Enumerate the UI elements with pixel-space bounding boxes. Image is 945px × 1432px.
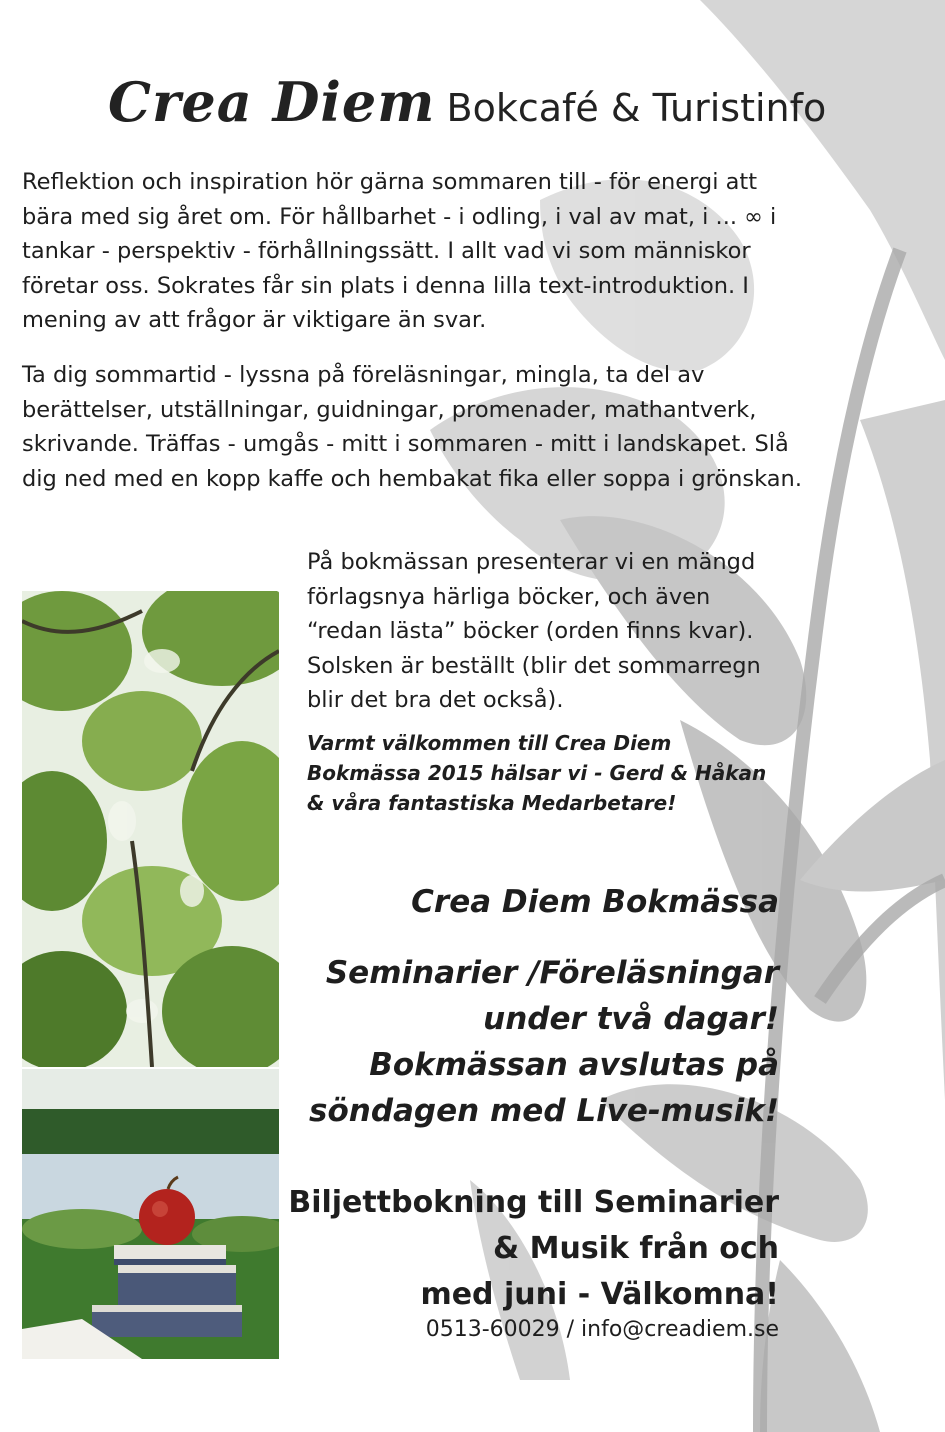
contact-info: 0513-60029 / info@creadiem.se xyxy=(425,1317,779,1342)
seminar-line: Seminarier /Föreläsningar xyxy=(325,955,779,991)
seminar-line: under två dagar! xyxy=(483,1001,779,1037)
ticket-booking xyxy=(288,1180,779,1318)
page-title xyxy=(108,70,827,134)
ticket-line: Biljettbokning till Seminarier xyxy=(288,1185,779,1220)
ticket-line: med juni - Välkomna! xyxy=(420,1277,779,1312)
fair-description xyxy=(307,545,787,818)
brand-name: Crea Diem xyxy=(108,70,436,134)
seminar-line: söndagen med Live-musik! xyxy=(309,1093,779,1129)
welcome-message: Varmt välkommen till Crea Diem Bokmässa 2015 hälsar vi - Gerd & Håkan & våra fantastiska Medarbetare! xyxy=(307,730,767,815)
ticket-line: & Musik från och xyxy=(493,1231,779,1266)
tree-canopy-photo xyxy=(22,591,279,1067)
seminar-highlights xyxy=(309,950,779,1134)
intro-paragraph-1: Reflektion och inspiration hör gärna sommaren till - för energi att bära med sig året om. För hållbarhet - i odling, i val av mat, i ... ∞ i tankar - perspektiv - förhållningssätt. I allt vad vi som människor företar oss. Sokrates får sin plats i denna lilla text-introduktion. I mening av att frågor är viktigare än svar. xyxy=(22,169,777,333)
intro-paragraph-2: Ta dig sommartid - lyssna på föreläsningar, mingla, ta del av berättelser, utställningar, guidningar, promenader, mathantverk, skrivande. Träffas - umgås - mitt i sommaren - mitt i landskapet. Slå dig ned med en kopp kaffe och hembakat fika eller soppa i grönskan. xyxy=(22,362,802,492)
seminar-line: Bokmässan avslutas på xyxy=(369,1047,779,1083)
fair-paragraph: På bokmässan presenterar vi en mängd förlagsnya härliga böcker, och även “redan lästa” böcker (orden finns kvar). Solsken är beställt (blir det sommarregn blir det bra det också). xyxy=(307,549,761,713)
lake-books-apple-photo xyxy=(22,1069,279,1359)
fair-title: Crea Diem Bokmässa xyxy=(411,884,779,920)
brand-subtitle: Bokcafé & Turistinfo xyxy=(446,86,827,130)
